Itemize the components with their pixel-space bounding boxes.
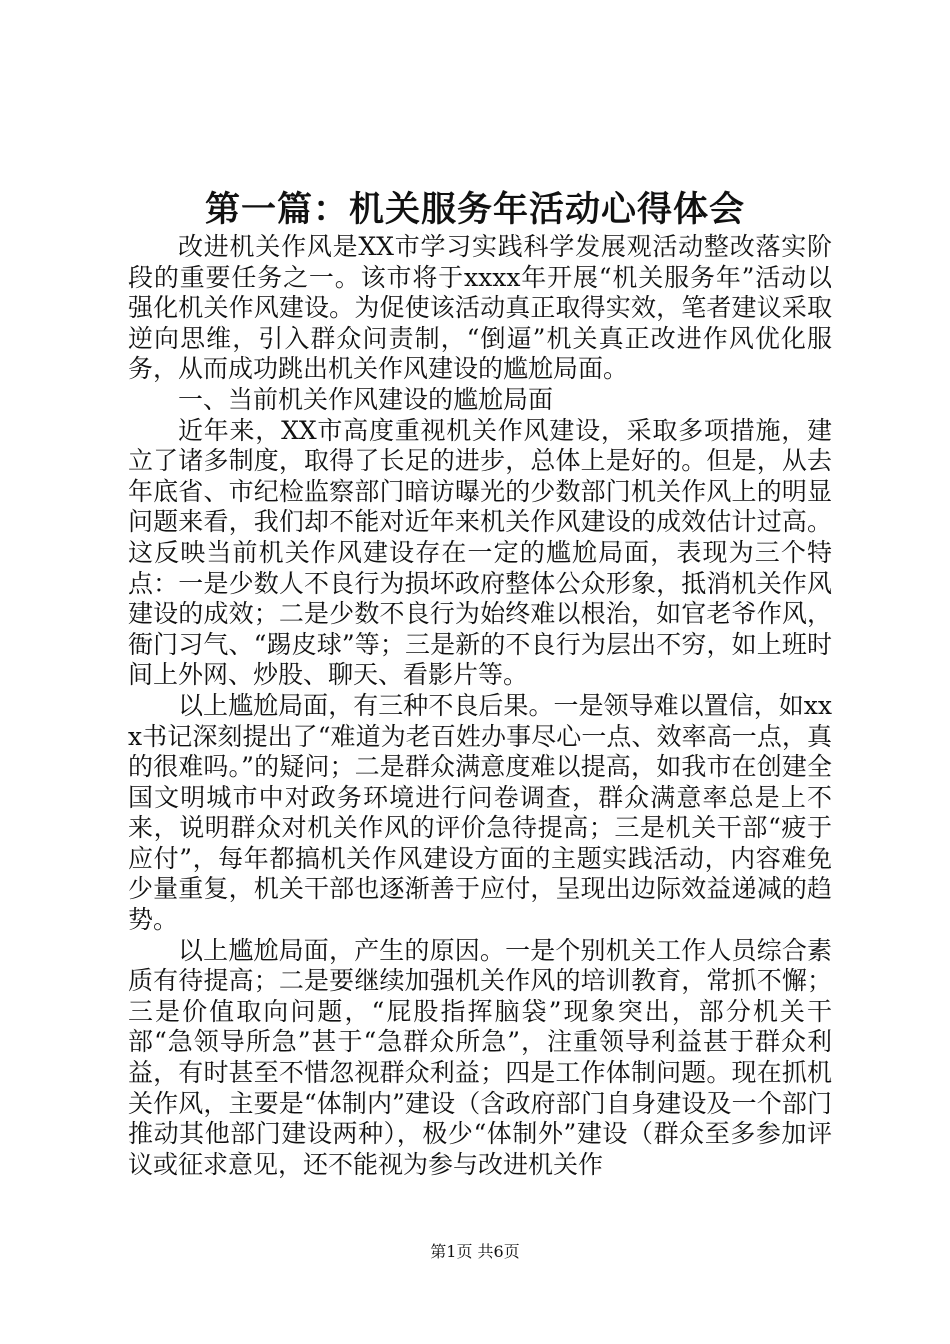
paragraph-consequences: 以上尴尬局面，有三种不良后果。一是领导难以置信，如xxx书记深刻提出了“难道为老百姓办事尽心一点、效率高一点，真的很难吗。”的疑问；二是群众满意度难以提高，如我市在创建全国文明城市中对政务环境进行问卷调查，群众满意率总是上不来，说明群众对机关作风的评价急待提高；三是机关干部“疲于应付”，每年都搞机关作风建设方面的主题实践活动，内容难免少量重复，机关干部也逐渐善于应付，呈现出边际效益递减的趋势。	[128, 690, 832, 935]
document-body	[128, 232, 832, 1180]
paragraph-intro: 改进机关作风是XX市学习实践科学发展观活动整改落实阶段的重要任务之一。该市将于xxxx年开展“机关服务年”活动以强化机关作风建设。为促使该活动真正取得实效，笔者建议采取逆向思维，引入群众问责制，“倒逼”机关真正改进作风优化服务，从而成功跳出机关作风建设的尴尬局面。	[128, 232, 832, 384]
section-heading: 一、当前机关作风建设的尴尬局面	[178, 384, 554, 414]
paragraph-situation: 近年来，XX市高度重视机关作风建设，采取多项措施，建立了诸多制度，取得了长足的进步，总体上是好的。但是，从去年底省、市纪检监察部门暗访曝光的少数部门机关作风上的明显问题来看，我们却不能对近年来机关作风建设的成效估计过高。这反映当前机关作风建设存在一定的尴尬局面，表现为三个特点：一是少数人不良行为损坏政府整体公众形象，抵消机关作风建设的成效；二是少数不良行为始终难以根治，如官老爷作风，衙门习气、“踢皮球”等；三是新的不良行为层出不穷，如上班时间上外网、炒股、聊天、看影片等。	[128, 415, 832, 690]
paragraph-causes: 以上尴尬局面，产生的原因。一是个别机关工作人员综合素质有待提高；二是要继续加强机关作风的培训教育，常抓不懈；三是价值取向问题，“屁股指挥脑袋”现象突出，部分机关干部“急领导所急”甚于“急群众所急”，注重领导利益甚于群众利益，有时甚至不惜忽视群众利益；四是工作体制问题。现在抓机关作风，主要是“体制内”建设（含政府部门自身建设及一个部门推动其他部门建设两种），极少“体制外”建设（群众至多参加评议或征求意见，还不能视为参与改进机关作	[128, 935, 832, 1179]
document-title: 第一篇：机关服务年活动心得体会	[204, 189, 745, 230]
page-number: 第1页 共6页	[430, 1242, 520, 1261]
